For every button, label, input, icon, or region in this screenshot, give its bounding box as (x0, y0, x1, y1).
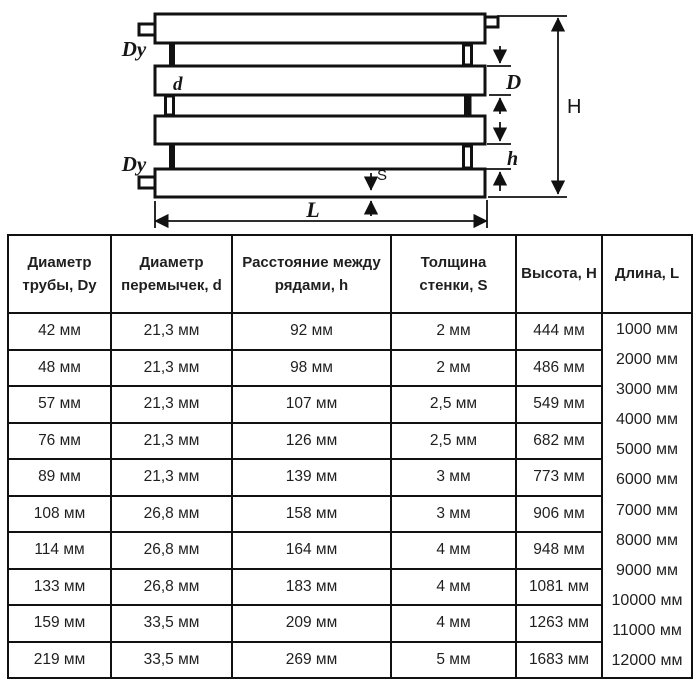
back-pipe-1 (172, 43, 470, 66)
length-option: 10000 мм (611, 591, 683, 609)
table-row (8, 605, 692, 642)
table-row (8, 459, 692, 496)
jumper-right-3 (464, 146, 472, 168)
table-cell: 4 мм (391, 532, 516, 569)
table-cell: 906 мм (516, 496, 602, 533)
table-cell: 2 мм (391, 313, 516, 350)
table-cell: 42 мм (8, 313, 111, 350)
table-row (8, 350, 692, 387)
table-row (8, 423, 692, 460)
length-option: 8000 мм (615, 531, 679, 549)
table-cell: 3 мм (391, 496, 516, 533)
length-option: 3000 мм (615, 381, 679, 399)
table-cell: 682 мм (516, 423, 602, 460)
label-length-L: L (306, 197, 320, 222)
table-cell: 26,8 мм (111, 496, 232, 533)
table-cell: 269 мм (232, 642, 391, 679)
table-cell: 126 мм (232, 423, 391, 460)
length-option: 7000 мм (615, 501, 679, 519)
table-cell: 33,5 мм (111, 605, 232, 642)
length-cell (602, 313, 692, 678)
stub-top-left-icon (139, 24, 156, 35)
table-cell: 164 мм (232, 532, 391, 569)
label-dy-top: Dy (121, 37, 147, 61)
table-cell: 183 мм (232, 569, 391, 606)
table-row (8, 313, 692, 350)
length-option: 5000 мм (615, 441, 679, 459)
table-cell: 76 мм (8, 423, 111, 460)
table-cell: 209 мм (232, 605, 391, 642)
table-cell: 21,3 мм (111, 459, 232, 496)
column-header-dy: Диаметр трубы, Dy (8, 235, 111, 313)
table-cell: 108 мм (8, 496, 111, 533)
length-option: 6000 мм (615, 471, 679, 489)
table-cell: 57 мм (8, 386, 111, 423)
header-row (8, 235, 692, 313)
table-cell: 549 мм (516, 386, 602, 423)
table-body (8, 313, 692, 678)
length-list (605, 315, 689, 676)
front-pipe-2 (155, 66, 485, 95)
label-wall-S: S (377, 167, 388, 184)
table-row (8, 532, 692, 569)
table-cell: 3 мм (391, 459, 516, 496)
jumper-left-2 (166, 96, 174, 115)
table-cell: 773 мм (516, 459, 602, 496)
table-cell: 1683 мм (516, 642, 602, 679)
table-cell: 158 мм (232, 496, 391, 533)
jumper-right-1 (464, 45, 472, 65)
table-cell: 219 мм (8, 642, 111, 679)
label-diameter-D: D (506, 70, 522, 94)
table-cell: 114 мм (8, 532, 111, 569)
table-cell: 948 мм (516, 532, 602, 569)
label-row-gap-h: h (507, 148, 519, 170)
column-header-h: Расстояние между рядами, h (232, 235, 391, 313)
table-cell: 92 мм (232, 313, 391, 350)
table-cell: 2 мм (391, 350, 516, 387)
front-pipe-4 (155, 169, 485, 197)
back-pipe-2 (172, 95, 470, 116)
table-cell: 26,8 мм (111, 532, 232, 569)
jumper-left-1 (169, 44, 175, 66)
column-header-H: Высота, H (516, 235, 602, 313)
front-pipe-3 (155, 116, 485, 144)
table-cell: 159 мм (8, 605, 111, 642)
length-option: 11000 мм (612, 621, 682, 639)
stub-bottom-left-icon (139, 177, 156, 188)
table-cell: 486 мм (516, 350, 602, 387)
length-option: 12000 мм (611, 651, 683, 669)
table-cell: 89 мм (8, 459, 111, 496)
table-cell: 4 мм (391, 605, 516, 642)
table-cell: 26,8 мм (111, 569, 232, 606)
table-cell: 5 мм (391, 642, 516, 679)
jumper-right-2 (464, 96, 470, 115)
table-row (8, 386, 692, 423)
table-cell: 139 мм (232, 459, 391, 496)
table-cell: 1263 мм (516, 605, 602, 642)
table-cell: 133 мм (8, 569, 111, 606)
label-d: d (173, 74, 183, 95)
table-cell: 48 мм (8, 350, 111, 387)
back-pipes (172, 43, 470, 169)
table-cell: 2,5 мм (391, 386, 516, 423)
length-option: 9000 мм (615, 561, 679, 579)
jumper-left-3 (169, 145, 175, 168)
table-cell: 21,3 мм (111, 423, 232, 460)
table-cell: 21,3 мм (111, 386, 232, 423)
table-header (8, 235, 692, 313)
dimensions-table (7, 234, 693, 679)
front-pipe-1 (155, 14, 485, 43)
length-option: 4000 мм (615, 411, 679, 429)
label-height-H: H (567, 96, 582, 118)
table-cell: 33,5 мм (111, 642, 232, 679)
label-dy-bottom: Dy (121, 152, 147, 176)
pipe-register-diagram-wrap (0, 0, 700, 234)
pipe-register-diagram (0, 0, 700, 234)
table-cell: 21,3 мм (111, 313, 232, 350)
length-option: 1000 мм (615, 321, 679, 339)
table-cell: 107 мм (232, 386, 391, 423)
table-row (8, 642, 692, 679)
column-header-d: Диаметр перемычек, d (111, 235, 232, 313)
length-option: 2000 мм (615, 351, 679, 369)
table-row (8, 569, 692, 606)
table-row (8, 496, 692, 533)
table-cell: 98 мм (232, 350, 391, 387)
column-header-s: Толщина стенки, S (391, 235, 516, 313)
table-cell: 444 мм (516, 313, 602, 350)
column-header-L: Длина, L (602, 235, 692, 313)
table-cell: 1081 мм (516, 569, 602, 606)
back-pipe-3 (172, 144, 470, 169)
table-cell: 2,5 мм (391, 423, 516, 460)
table-cell: 21,3 мм (111, 350, 232, 387)
table-cell: 4 мм (391, 569, 516, 606)
